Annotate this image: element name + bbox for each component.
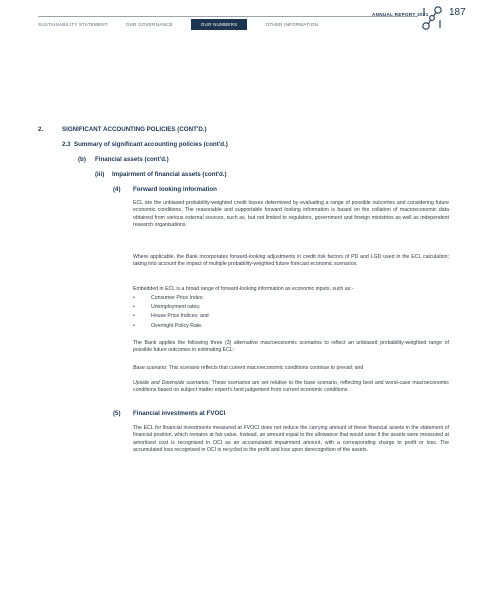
nav-item-sustainability[interactable]: SUSTAINABILITY STATEMENT: [38, 21, 108, 27]
page-number: 187: [449, 7, 466, 18]
nav-item-governance[interactable]: OUR GOVERNANCE: [125, 21, 173, 27]
section-title: SIGNIFICANT ACCOUNTING POLICIES (CONT'D.): [62, 126, 207, 133]
list-item: • House Price Indices; and: [133, 312, 449, 321]
report-title: ANNUAL REPORT 2021: [372, 12, 429, 17]
paragraph: Where applicable, the Bank incorporates forward-looking adjustments in credit risk factors of PD and LGD used in the ECL calculation; taking into account the impact of multiple probability-weighted future forecast economic scenarios.: [133, 254, 449, 268]
base-scenario-text: This scenario reflects that current macroeconomic conditions continue to prevail; and: [167, 365, 364, 371]
subsection-title: Summary of significant accounting policies (cont'd.): [74, 141, 228, 148]
item-b-title: Financial assets (cont'd.): [95, 156, 169, 163]
item-b-number: (b): [78, 156, 86, 163]
updown-scenario-text: These scenarios are set relative to the base scenario, reflecting best and worst-case macroeconomic conditions based on subject matter expert's best judgement from current economic conditions.: [133, 380, 449, 394]
item-5-title: Financial investments at FVOCI: [133, 410, 226, 417]
item-5-number: (5): [113, 410, 121, 417]
item-4-heading: [113, 186, 217, 193]
list-item: • Unemployment rates;: [133, 303, 449, 312]
item-iii-heading: [95, 171, 227, 178]
paragraph: ECL are the unbiased probability-weighted credit losses determined by evaluating a range of possible outcomes and considering future economic conditions. The reasonable and supportable forward looking information is based on the collation of macroeconomic data obtained from various external sources, such as, but not limited to regulators, government and foreign ministries as well as independent research organisations.: [133, 200, 449, 228]
updown-scenario-paragraph: [133, 380, 449, 395]
item-5-heading: [113, 410, 226, 417]
item-iii-number: (iii): [95, 171, 105, 178]
paragraph: The ECL for financial investments measured at FVOCI does not reduce the carrying amount of these financial assets in the statement of financial position, which remains at fair value. Instead, an amount equal to the allowance that would arise if the assets were measured at amortised cost is recognised in OCI as an accumulated impairment amount, with a corresponding charge to profit or loss. The accumulated loss recognised in OCI is recycled to the profit and loss upon derecognition of the assets.: [133, 425, 449, 453]
updown-scenario-label: Upside and Downside scenarios:: [133, 380, 210, 386]
logo-icon: [420, 4, 444, 32]
base-scenario-paragraph: [133, 365, 449, 372]
section-nav: [38, 17, 336, 31]
paragraph: Embedded in ECL is a broad range of forward-looking information as economic inputs, such as:-: [133, 286, 354, 292]
item-4-title: Forward looking information: [133, 186, 217, 193]
item-b-heading: [78, 156, 169, 163]
list-item: • Overnight Policy Rate.: [133, 322, 449, 331]
section-heading: [38, 126, 207, 133]
base-scenario-label: Base scenario:: [133, 365, 168, 371]
section-number: 2.: [38, 126, 44, 133]
list-item: • Consumer Price Index;: [133, 294, 449, 303]
subsection-number: 2.3: [62, 141, 71, 148]
nav-item-our-numbers[interactable]: OUR NUMBERS: [191, 19, 248, 30]
paragraph: The Bank applies the following three (3) alternative macroeconomic scenarios to reflect an unbiased probability-weighted range of possible future outcomes in estimating ECL:: [133, 340, 449, 354]
bullet-list: [133, 294, 449, 331]
subsection-heading: [62, 141, 228, 148]
item-4-number: (4): [113, 186, 121, 193]
item-iii-title: Impairment of financial assets (cont'd.): [112, 171, 227, 178]
nav-item-other-information[interactable]: OTHER INFORMATION: [265, 21, 319, 27]
